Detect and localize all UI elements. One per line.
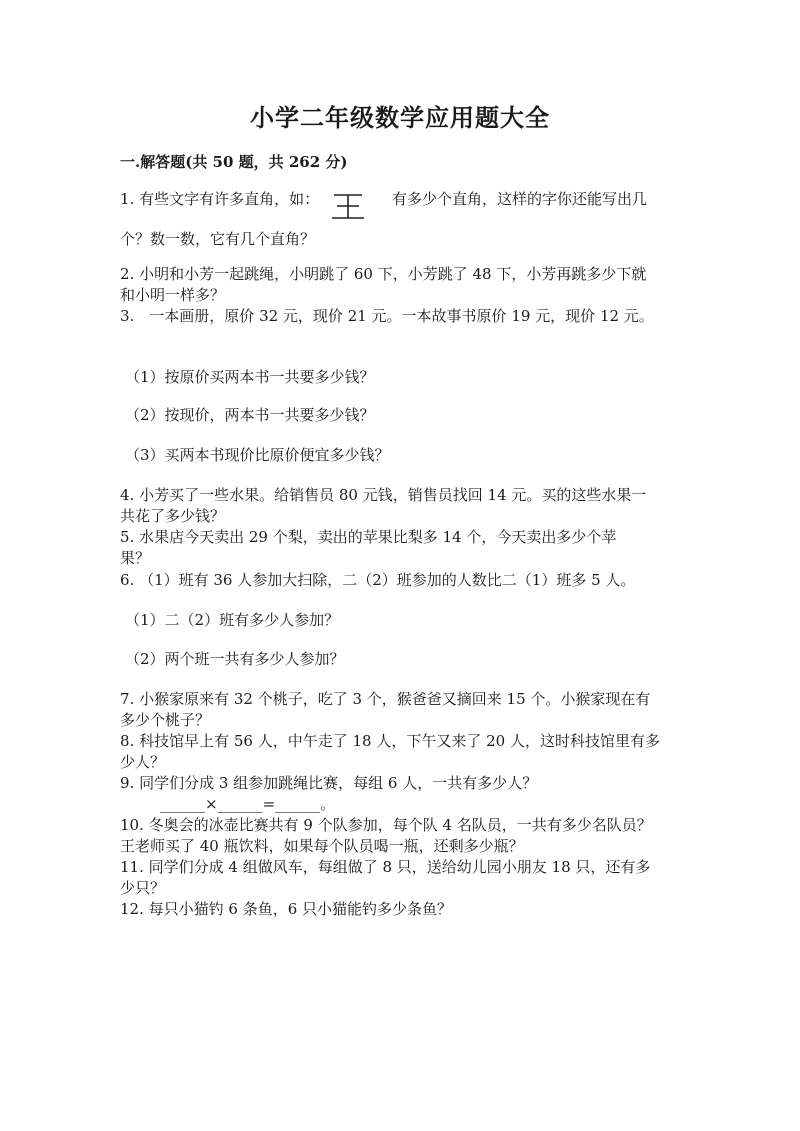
question-8-line-2: 少人？ (120, 753, 166, 771)
wang-character-figure (330, 188, 366, 224)
question-1-line-2: 个？数一数，它有几个直角？ (120, 230, 316, 248)
question-2-line-1: 2. 小明和小芳一起跳绳，小明跳了 60 下，小芳跳了 48 下，小芳再跳多少下就 (120, 265, 647, 283)
question-9-blanks: ______×______=______。 (160, 795, 336, 813)
question-6-part-2: （2）两个班一共有多少人参加？ (125, 650, 345, 668)
question-9-line-1: 9. 同学们分成 3 组参加跳绳比赛，每组 6 人，一共有多少人？ (120, 774, 538, 792)
question-5-line-2: 果？ (120, 549, 151, 567)
question-3-part-1: （1）按原价买两本书一共要多少钱？ (125, 368, 375, 386)
question-1-line-1: 1. 有些文字有许多直角，如： (120, 190, 320, 208)
question-8-line-1: 8. 科技馆早上有 56 人，中午走了 18 人，下午又来了 20 人，这时科技馆里有多 (120, 732, 660, 750)
page-title: 小学二年级数学应用题大全 (250, 103, 550, 132)
question-6-line-1: 6. （1）班有 36 人参加大扫除，二（2）班参加的人数比二（1）班多 5 人。 (120, 571, 636, 589)
section-heading: 一.解答题(共 50 题，共 262 分) (120, 153, 348, 171)
question-3-part-2: （2）按现价，两本书一共要多少钱？ (125, 406, 375, 424)
question-3-part-3: （3）买两本书现价比原价便宜多少钱？ (125, 446, 390, 464)
question-6-part-1: （1）二（2）班有多少人参加？ (125, 611, 340, 629)
question-7-line-1: 7. 小猴家原来有 32 个桃子，吃了 3 个，猴爸爸又摘回来 15 个。小猴家现在有 (120, 690, 651, 708)
question-4-line-1: 4. 小芳买了一些水果。给销售员 80 元钱，销售员找回 14 元。买的这些水果一 (120, 486, 647, 504)
question-10-line-2: 王老师买了 40 瓶饮料，如果每个队员喝一瓶，还剩多少瓶？ (120, 837, 524, 855)
question-5-line-1: 5. 水果店今天卖出 29 个梨，卖出的苹果比梨多 14 个，今天卖出多少个苹 (120, 528, 617, 546)
question-10-line-1: 10. 冬奥会的冰壶比赛共有 9 个队参加，每个队 4 名队员，一共有多少名队员？ (120, 816, 652, 834)
question-2-line-2: 和小明一样多？ (120, 286, 226, 304)
question-4-line-2: 共花了多少钱？ (120, 507, 226, 525)
question-3-line-1: 3. 一本画册，原价 32 元，现价 21 元。一本故事书原价 19 元，现价 12 元。 (120, 307, 654, 325)
question-11-line-2: 少只？ (120, 879, 166, 897)
question-11-line-1: 11. 同学们分成 4 组做风车，每组做了 8 只，送给幼儿园小朋友 18 只，还有多 (120, 858, 651, 876)
question-7-line-2: 多少个桃子？ (120, 711, 211, 729)
question-1-line-1b: 有多少个直角，这样的字你还能写出几 (392, 190, 648, 208)
question-12-line-1: 12. 每只小猫钓 6 条鱼，6 只小猫能钓多少条鱼？ (120, 900, 453, 918)
